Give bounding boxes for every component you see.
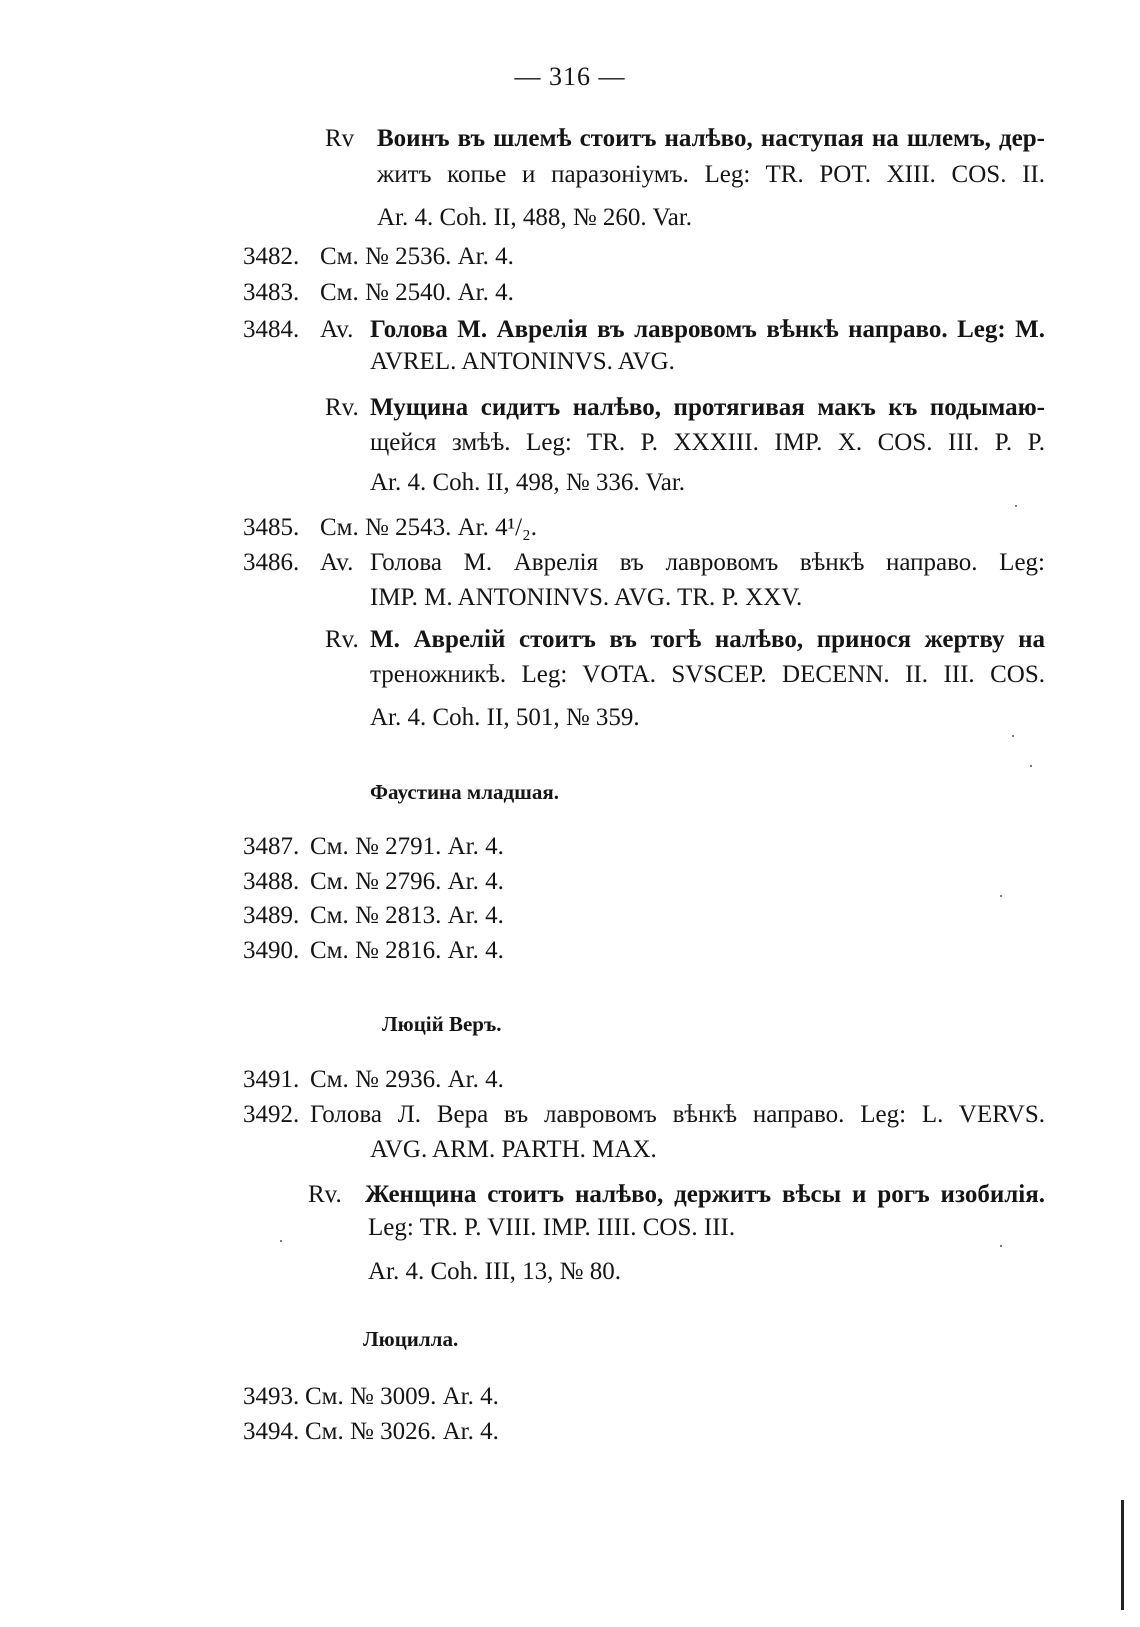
entry-text: См. № 3009. Ar. 4.: [305, 1383, 499, 1410]
obverse-label: Av.: [320, 316, 354, 343]
entry-number: 3492.: [243, 1101, 300, 1128]
entry-text: Leg: TR. P. VIII. IMP. IIII. COS. III.: [368, 1214, 736, 1241]
entry-number: 3489.: [243, 902, 300, 929]
entry-number: 3488.: [243, 868, 300, 895]
scan-speck: [1000, 895, 1002, 897]
entry-number: 3487.: [243, 833, 300, 860]
entry-text: AVREL. ANTONINVS. AVG.: [370, 348, 675, 375]
entry-text: См. № 2536. Ar. 4.: [320, 243, 514, 270]
entry-text: Женщина стоитъ налѣво, держитъ вѣсы и рогъ изобилія.: [365, 1181, 1045, 1208]
entry-number: 3485.: [243, 514, 300, 541]
entry-text: См. № 2816. Ar. 4.: [310, 937, 504, 964]
obverse-label: Av.: [320, 549, 354, 576]
entry-number: 3484.: [243, 316, 300, 343]
entry-text: Голова М. Аврелія въ лавровомъ вѣнкѣ направо. Leg: M.: [370, 316, 1045, 343]
entry-text: житъ копье и паразоніумъ. Leg: TR. POT. XIII. COS. II.: [377, 161, 1045, 188]
entry-number: 3491.: [243, 1066, 300, 1093]
entry-text: AVG. ARM. PARTH. MAX.: [370, 1136, 657, 1163]
section-heading: Фаустина младшая.: [370, 780, 559, 804]
reverse-label: Rv.: [325, 626, 359, 653]
entry-number: 3482.: [243, 243, 300, 270]
entry-number: 3483.: [243, 279, 300, 306]
entry-reference: Ar. 4. Coh. II, 501, № 359.: [370, 704, 640, 731]
entry-text: Мущина сидитъ налѣво, протягивая макъ къ подымаю-: [370, 394, 1045, 421]
entry-number: 3493.: [243, 1383, 300, 1410]
entry-text: См. № 2796. Ar. 4.: [310, 868, 504, 895]
scan-edge-mark: [1121, 1500, 1124, 1610]
entry-number: 3494.: [243, 1418, 300, 1445]
section-heading: Люцій Веръ.: [382, 1012, 502, 1036]
reverse-label: Rv.: [325, 394, 359, 421]
entry-reference: Ar. 4. Coh. III, 13, № 80.: [368, 1258, 622, 1285]
scan-speck: [1015, 505, 1017, 507]
entry-text: Воинъ въ шлемѣ стоитъ налѣво, наступая на шлемъ, дер-: [377, 125, 1045, 152]
entry-text: М. Аврелій стоитъ въ тогѣ налѣво, принося жертву на: [370, 626, 1045, 653]
entry-text: Голова М. Аврелія въ лавровомъ вѣнкѣ направо. Leg:: [370, 549, 1045, 576]
entry-text: См. № 3026. Ar. 4.: [305, 1418, 499, 1445]
entry-text: См. № 2813. Ar. 4.: [310, 902, 504, 929]
reverse-label: Rv: [325, 125, 355, 152]
entry-number: 3486.: [243, 549, 300, 576]
scan-speck: [1000, 1245, 1002, 1247]
entry-text: IMP. M. ANTONINVS. AVG. TR. P. XXV.: [370, 584, 803, 611]
page-number: — 316 —: [514, 62, 626, 91]
reverse-label: Rv.: [308, 1181, 342, 1208]
section-heading: Люцилла.: [363, 1327, 459, 1351]
scan-speck: [1012, 735, 1014, 737]
entry-text: См. № 2936. Ar. 4.: [310, 1066, 504, 1093]
entry-text: треножникѣ. Leg: VOTA. SVSCEP. DECENN. II. III. COS.: [370, 661, 1045, 688]
entry-reference: Ar. 4. Coh. II, 498, № 336. Var.: [370, 469, 686, 496]
scan-speck: [280, 1240, 282, 1242]
entry-number: 3490.: [243, 937, 300, 964]
scan-speck: [1030, 765, 1032, 767]
entry-text: щейся змѣѣ. Leg: TR. P. XXXIII. IMP. X. COS. III. P. P.: [370, 429, 1045, 456]
entry-text: См. № 2543. Ar. 4¹/₂.: [320, 514, 538, 541]
entry-text: См. № 2540. Ar. 4.: [320, 279, 514, 306]
entry-text: Голова Л. Вера въ лавровомъ вѣнкѣ направо. Leg: L. VERVS.: [310, 1101, 1045, 1128]
entry-text: См. № 2791. Ar. 4.: [310, 833, 504, 860]
entry-reference: Ar. 4. Coh. II, 488, № 260. Var.: [377, 204, 693, 231]
